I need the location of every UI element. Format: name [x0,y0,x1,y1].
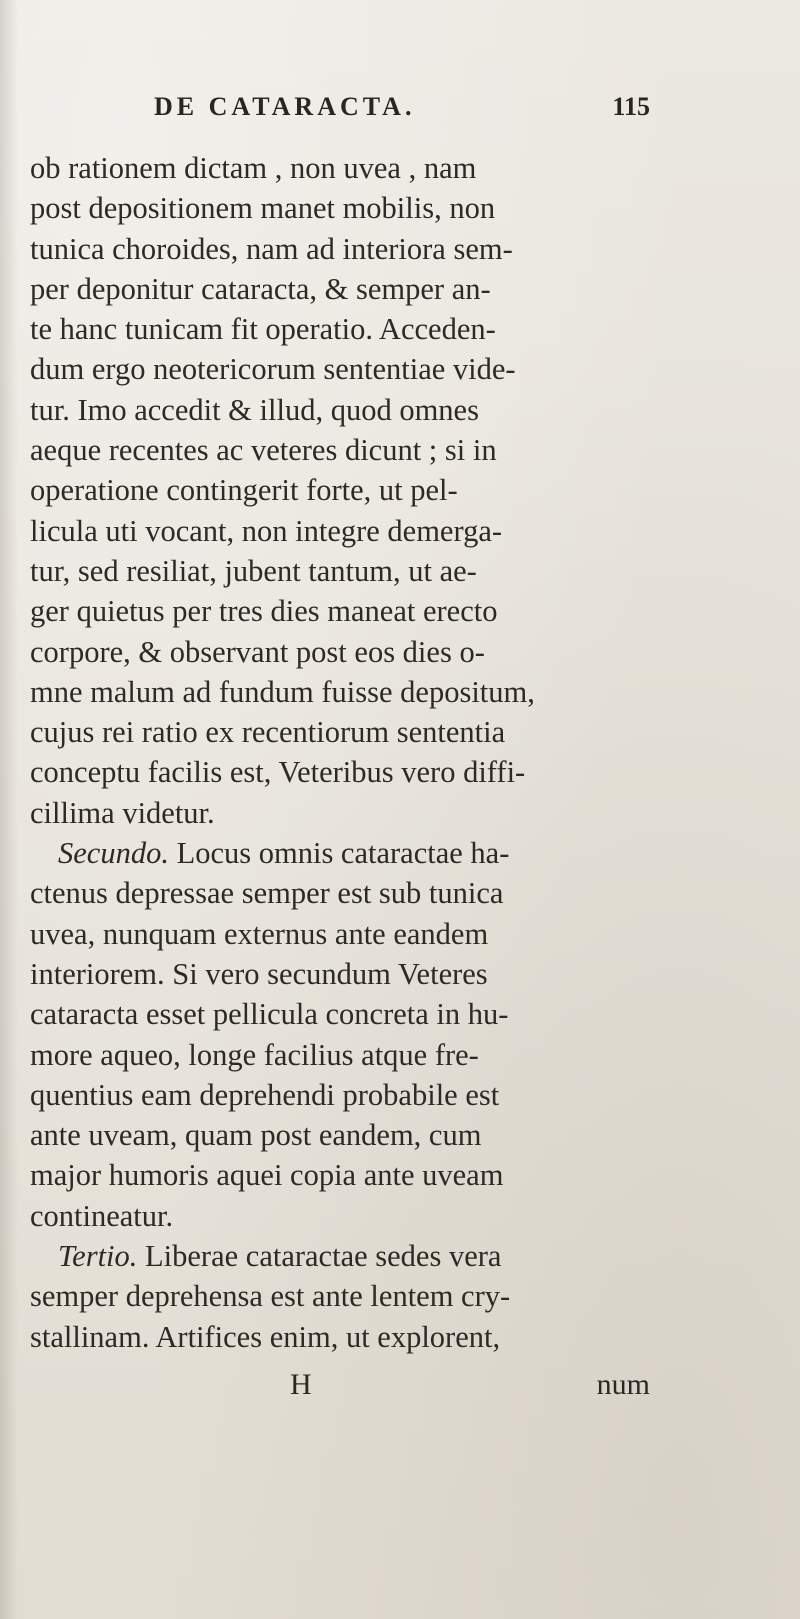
text-line: ante uveam, quam post eandem, cum [30,1118,482,1153]
text-line: contineatur. [30,1198,174,1233]
paragraph-lead-secundo: Secundo. [58,836,169,871]
text-line: uvea, nunquam externus ante eandem [30,916,489,951]
text-line: ger quietus per tres dies maneat erecto [30,594,498,629]
text-line: ctenus depressae semper est sub tunica [30,876,504,911]
text-span: Liberae cataractae sedes vera [137,1239,502,1274]
page-header [150,92,650,132]
text-line: mne malum ad fundum fuisse depositum, [30,674,535,709]
text-line: post depositionem manet mobilis, non [30,191,496,226]
text-line: quentius eam deprehendi probabile est [30,1077,500,1112]
text-line: more aqueo, longe facilius atque fre- [30,1037,479,1072]
text-line: corpore, & observant post eos dies o- [30,634,485,669]
text-line: major humoris aquei copia ante uveam [30,1158,504,1193]
text-line: stallinam. Artifices enim, ut explorent, [30,1319,501,1354]
text-line: tur, sed resiliat, jubent tantum, ut ae- [30,553,477,588]
text-line: tur. Imo accedit & illud, quod omnes [30,392,479,427]
text-line: te hanc tunicam fit operatio. Acceden- [30,312,496,347]
text-line: interiorem. Si vero secundum Veteres [30,956,488,991]
page-footer [30,1368,650,1408]
text-line: semper deprehensa est ante lentem cry- [30,1279,511,1314]
text-line: per deponitur cataracta, & semper an- [30,271,491,306]
text-line: cujus rei ratio ex recentiorum sententia [30,715,506,750]
text-line: ob rationem dictam , non uvea , nam [30,151,477,185]
paragraph-first-line [30,833,650,873]
text-line: dum ergo neotericorum sententiae vide- [30,352,516,387]
page-gutter-shadow [0,0,18,1619]
running-title: DE CATARACTA. [154,92,416,121]
page-number: 115 [612,92,650,121]
paragraph-lead-tertio: Tertio. [58,1239,138,1274]
text-line: licula uti vocant, non integre demerga- [30,513,503,548]
catchword: num [596,1368,650,1401]
text-line: cataracta esset pellicula concreta in hu- [30,997,509,1032]
body-text [30,148,650,1357]
text-line: aeque recentes ac veteres dicunt ; si in [30,433,497,468]
text-line: cillima videtur. [30,795,215,830]
signature-mark: H [290,1368,312,1401]
text-span: Locus omnis cataractae ha- [168,836,510,871]
text-line: tunica choroides, nam ad interiora sem- [30,231,513,266]
text-line: conceptu facilis est, Veteribus vero diffi- [30,755,526,790]
paragraph-first-line [30,1236,650,1276]
text-line: operatione contingerit forte, ut pel- [30,473,458,508]
